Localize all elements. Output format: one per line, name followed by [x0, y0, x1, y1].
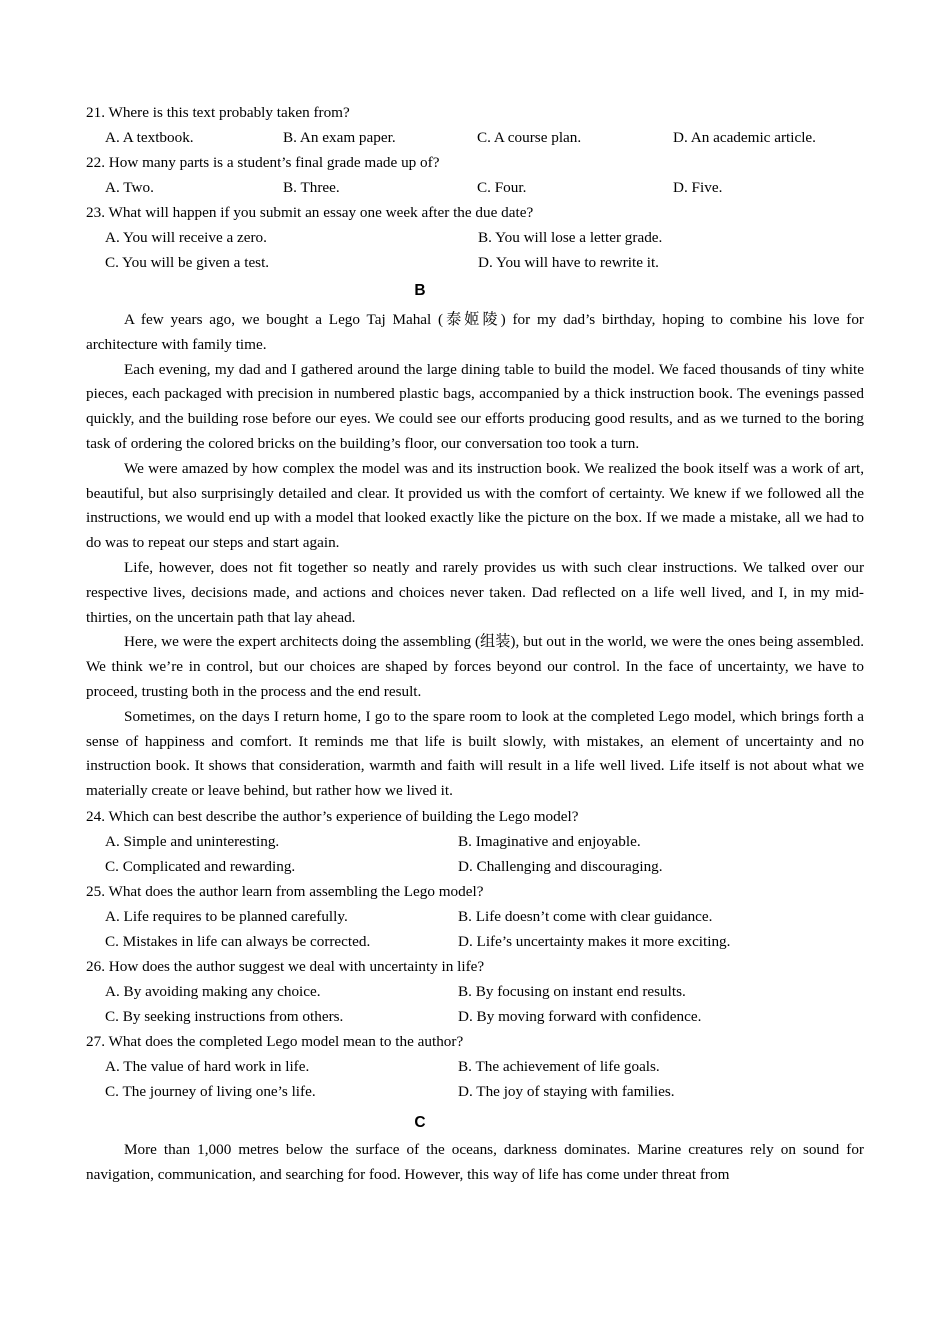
- question-stem-25: 25. What does the author learn from assembling the Lego model?: [86, 882, 484, 900]
- option-25-d[interactable]: D. Life’s uncertainty makes it more exciting.: [458, 932, 731, 950]
- option-25-a[interactable]: A. Life requires to be planned carefully.: [105, 907, 348, 925]
- option-26-d[interactable]: D. By moving forward with confidence.: [458, 1007, 702, 1025]
- option-21-d[interactable]: D. An academic article.: [673, 129, 816, 146]
- question-options-26-row1: [86, 979, 864, 1004]
- option-22-c[interactable]: C. Four.: [477, 179, 527, 196]
- passage-c-paragraph-1: More than 1,000 metres below the surface of the oceans, darkness dominates. Marine creatures rely on sound for navigation, communication, and searching for food. However, this way of life has come under threat from: [86, 1140, 864, 1183]
- option-23-d[interactable]: D. You will have to rewrite it.: [478, 254, 659, 271]
- question-options-25-row1: [86, 904, 864, 929]
- option-27-a[interactable]: A. The value of hard work in life.: [105, 1057, 310, 1075]
- option-26-a[interactable]: A. By avoiding making any choice.: [105, 982, 321, 1000]
- option-23-b[interactable]: B. You will lose a letter grade.: [478, 229, 663, 246]
- question-options-27-row1: [86, 1054, 864, 1079]
- passage-b-paragraph-1: A few years ago, we bought a Lego Taj Mahal (泰姬陵) for my dad’s birthday, hoping to combine his love for architecture with family time.: [86, 311, 864, 353]
- question-stem-27: 27. What does the completed Lego model mean to the author?: [86, 1032, 464, 1050]
- passage-b-paragraph-3: We were amazed by how complex the model was and its instruction book. We realized the book itself was a work of art, beautiful, but also surprisingly detailed and clear. It provided us with the comfort of certainty. We knew if we followed all the instructions, we would end up with a model that looked exactly like the picture on the box. If we made a mistake, all we had to do was to repeat our steps and start again.: [86, 459, 864, 552]
- question-options-26-row2: [86, 1004, 864, 1029]
- option-26-c[interactable]: C. By seeking instructions from others.: [105, 1007, 344, 1025]
- option-21-c[interactable]: C. A course plan.: [477, 129, 582, 146]
- option-21-b[interactable]: B. An exam paper.: [283, 129, 396, 146]
- question-stem-21: 21. Where is this text probably taken from?: [86, 104, 350, 121]
- passage-b-paragraph-6: Sometimes, on the days I return home, I go to the spare room to look at the completed Lego model, which brings forth a sense of happiness and comfort. It reminds me that life is built slowly, with mistakes, an element of uncertainty and no instruction book. It shows that consideration, warmth and faith will result in a life well lived. Life itself is not about what we materially create or leave behind, but rather how we lived it.: [86, 707, 864, 800]
- option-22-a[interactable]: A. Two.: [105, 179, 154, 196]
- option-27-b[interactable]: B. The achievement of life goals.: [458, 1057, 660, 1075]
- question-options-24-row1: [86, 829, 864, 854]
- question-stem-24: 24. Which can best describe the author’s experience of building the Lego model?: [86, 807, 579, 825]
- option-26-b[interactable]: B. By focusing on instant end results.: [458, 982, 686, 1000]
- option-24-b[interactable]: B. Imaginative and enjoyable.: [458, 832, 641, 850]
- option-22-b[interactable]: B. Three.: [283, 179, 340, 196]
- passage-b-paragraph-2: Each evening, my dad and I gathered around the large dining table to build the model. We faced thousands of tiny white pieces, each packaged with precision in numbered plastic bags, accompanied by a thick instruction book. The evenings passed quickly, and the building rose before our eyes. We could see our efforts producing good results, and as we turned to the boring task of ordering the colored bricks on the building’s floor, our conversation too took a turn.: [86, 360, 864, 452]
- question-options-27-row2: [86, 1079, 864, 1104]
- question-stem-22: 22. How many parts is a student’s final grade made up of?: [86, 154, 440, 171]
- question-options-21: [86, 125, 864, 150]
- question-stem-23: 23. What will happen if you submit an essay one week after the due date?: [86, 204, 534, 221]
- option-23-a[interactable]: A. You will receive a zero.: [105, 229, 267, 246]
- option-27-c[interactable]: C. The journey of living one’s life.: [105, 1082, 316, 1100]
- option-24-d[interactable]: D. Challenging and discouraging.: [458, 857, 663, 875]
- option-24-c[interactable]: C. Complicated and rewarding.: [105, 857, 296, 875]
- option-22-d[interactable]: D. Five.: [673, 179, 723, 196]
- option-25-b[interactable]: B. Life doesn’t come with clear guidance.: [458, 907, 713, 925]
- passage-b-paragraph-5: Here, we were the expert architects doing the assembling (组装), but out in the world, we were the ones being assembled. We think we’re in control, but our choices are shaped by forces beyond our control. In the face of uncertainty, we have to proceed, trusting both in the process and the end result.: [86, 633, 864, 700]
- question-options-23-row1: [86, 225, 864, 250]
- option-27-d[interactable]: D. The joy of staying with families.: [458, 1082, 675, 1100]
- exam-page-body: [86, 100, 864, 1188]
- question-options-25-row2: [86, 929, 864, 954]
- question-options-22: [86, 175, 864, 200]
- question-options-23-row2: [86, 250, 864, 275]
- question-options-24-row2: [86, 854, 864, 879]
- question-stem-26: 26. How does the author suggest we deal with uncertainty in life?: [86, 957, 485, 975]
- passage-b-paragraph-4: Life, however, does not fit together so neatly and rarely provides us with such clear instructions. We talked over our respective lives, decisions made, and actions and choices never taken. Dad reflected on a life well lived, and I, in my mid-thirties, on the uncertain path that lay ahead.: [86, 558, 864, 626]
- option-24-a[interactable]: A. Simple and uninteresting.: [105, 832, 280, 850]
- section-heading-c: C: [414, 1113, 426, 1131]
- option-25-c[interactable]: C. Mistakes in life can always be corrected.: [105, 932, 371, 950]
- option-23-c[interactable]: C. You will be given a test.: [105, 254, 270, 271]
- section-heading-b: B: [414, 282, 426, 299]
- option-21-a[interactable]: A. A textbook.: [105, 129, 194, 146]
